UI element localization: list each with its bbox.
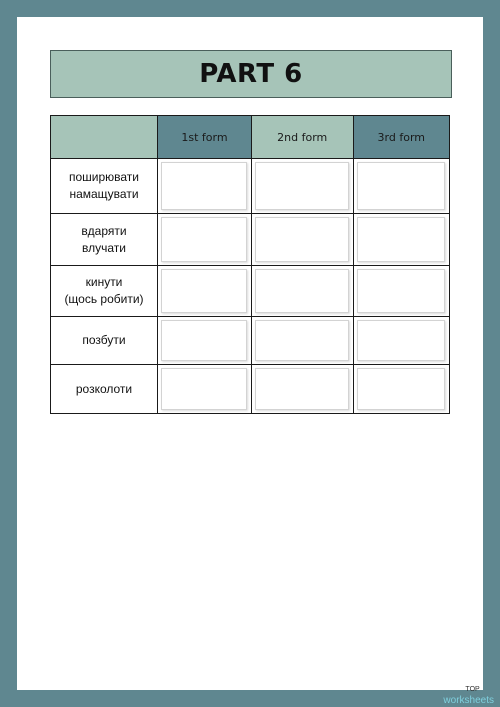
answer-cell — [158, 159, 252, 214]
verb-line: вдаряти — [81, 223, 127, 238]
logo-worksheets-text: worksheets — [443, 695, 494, 706]
answer-input-1st-form[interactable] — [161, 320, 247, 361]
answer-input-3rd-form[interactable] — [357, 269, 445, 313]
verb-line: поширювати — [68, 170, 140, 184]
answer-cell — [353, 317, 449, 365]
verb-line: кинути — [85, 275, 123, 289]
answer-cell — [251, 214, 353, 266]
verb-line: намащувати — [69, 187, 139, 201]
table-row — [51, 365, 450, 414]
answer-input-1st-form[interactable] — [161, 368, 247, 410]
answer-input-2nd-form[interactable] — [255, 217, 349, 262]
worksheet-page — [17, 17, 483, 690]
verb-label — [51, 266, 158, 317]
answer-input-2nd-form[interactable] — [255, 269, 349, 313]
table-row — [51, 214, 450, 266]
verb-line: (щось робити) — [64, 292, 144, 306]
answer-cell — [251, 317, 353, 365]
answer-input-3rd-form[interactable] — [357, 217, 445, 262]
answer-input-1st-form[interactable] — [161, 162, 247, 210]
table-row — [51, 317, 450, 365]
answer-cell — [353, 159, 449, 214]
title-banner — [50, 50, 452, 98]
answer-input-3rd-form[interactable] — [357, 320, 445, 361]
table-row — [51, 266, 450, 317]
answer-cell — [158, 317, 252, 365]
header-1st-form: 1st form — [158, 116, 252, 159]
answer-input-1st-form[interactable] — [161, 217, 247, 262]
verb-line: розколоти — [75, 381, 133, 396]
answer-cell — [353, 365, 449, 414]
page-title: PART 6 — [199, 59, 303, 89]
verb-forms-table — [50, 115, 450, 414]
answer-cell — [251, 365, 353, 414]
header-3rd-form: 3rd form — [353, 116, 449, 159]
verb-label — [51, 365, 158, 414]
answer-cell — [158, 266, 252, 317]
verb-label — [51, 317, 158, 365]
answer-cell — [353, 266, 449, 317]
answer-input-2nd-form[interactable] — [255, 368, 349, 410]
answer-input-2nd-form[interactable] — [255, 320, 349, 361]
answer-input-3rd-form[interactable] — [357, 162, 445, 210]
verb-label — [51, 214, 158, 266]
answer-cell — [158, 365, 252, 414]
answer-input-2nd-form[interactable] — [255, 162, 349, 210]
verb-line: влучати — [82, 240, 126, 255]
answer-input-1st-form[interactable] — [161, 269, 247, 313]
logo-top-text: TOP — [465, 686, 480, 693]
header-corner-cell — [51, 116, 158, 159]
verb-line: позбути — [82, 333, 126, 347]
answer-input-3rd-form[interactable] — [357, 368, 445, 410]
answer-cell — [158, 214, 252, 266]
answer-cell — [251, 266, 353, 317]
table-header-row — [51, 116, 450, 159]
table-row — [51, 159, 450, 214]
answer-cell — [353, 214, 449, 266]
verb-label — [51, 159, 158, 214]
answer-cell — [251, 159, 353, 214]
header-2nd-form: 2nd form — [251, 116, 353, 159]
topworksheets-logo — [443, 685, 494, 705]
